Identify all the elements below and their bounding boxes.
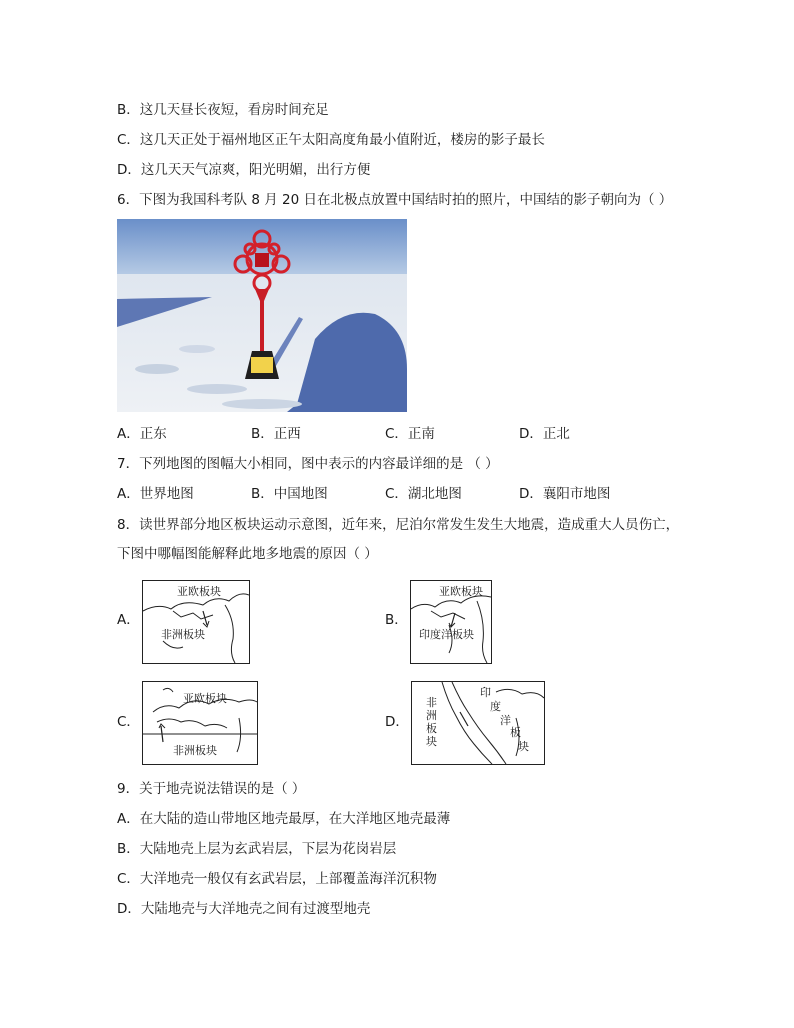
- q7-option-d: D．襄阳市地图: [519, 486, 611, 502]
- q9-option-c: C．大洋地壳一般仅有玄武岩层，上部覆盖海洋沉积物: [117, 871, 437, 887]
- map-d-char-2: 度: [490, 700, 501, 713]
- map-b-label-top: 亚欧板块: [439, 585, 483, 598]
- map-a-label-top: 亚欧板块: [177, 585, 221, 598]
- q9-option-b: B．大陆地壳上层为玄武岩层，下层为花岗岩层: [117, 841, 397, 857]
- q5-option-c: C．这几天正处于福州地区正午太阳高度角最小值附近，楼房的影子最长: [117, 132, 545, 148]
- q7-option-c: C．湖北地图: [385, 486, 462, 502]
- map-a: [142, 580, 250, 664]
- q9-option-a: A．在大陆的造山带地区地壳最厚，在大洋地区地壳最薄: [117, 811, 451, 827]
- q8-option-b-label: B．: [385, 612, 408, 628]
- map-d-char-5: 块: [518, 740, 529, 753]
- map-c-label-bottom: 非洲板块: [173, 744, 217, 757]
- north-pole-photo: [117, 219, 407, 412]
- q5-option-d: D．这几天天气凉爽，阳光明媚，出行方便: [117, 162, 371, 178]
- map-c-label-top: 亚欧板块: [183, 692, 227, 705]
- q7-stem: 7．下列地图的图幅大小相同，图中表示的内容最详细的是 （ ）: [117, 456, 499, 472]
- q6-option-a: A．正东: [117, 426, 167, 442]
- map-c: [142, 681, 258, 765]
- map-a-label-bottom: 非洲板块: [161, 628, 205, 641]
- map-d-label-right: [480, 686, 536, 758]
- q8-stem-line2: 下图中哪幅图能解释此地多地震的原因（ ）: [117, 546, 378, 562]
- q6-option-c: C．正南: [385, 426, 435, 442]
- q6-stem: 6．下图为我国科考队 8 月 20 日在北极点放置中国结时拍的照片，中国结的影子朝向为（ ）: [117, 192, 673, 208]
- q8-option-c-label: C．: [117, 714, 140, 730]
- q8-option-d-label: D．: [385, 714, 409, 730]
- q6-option-b: B．正西: [251, 426, 301, 442]
- q5-option-b: B．这几天昼长夜短，看房时间充足: [117, 102, 329, 118]
- map-d-char-3: 洋: [500, 714, 511, 727]
- q7-option-a: A．世界地图: [117, 486, 194, 502]
- map-d-char-4: 板: [510, 726, 521, 739]
- q8-option-a-label: A．: [117, 612, 140, 628]
- q7-option-b: B．中国地图: [251, 486, 328, 502]
- map-b-label-bottom: 印度洋板块: [419, 628, 474, 641]
- map-d-char-1: 印: [480, 686, 491, 699]
- map-d: [411, 681, 545, 765]
- q8-stem-line1: 8．读世界部分地区板块运动示意图，近年来，尼泊尔常发生发生大地震，造成重大人员伤亡，: [117, 517, 680, 533]
- q6-option-d: D．正北: [519, 426, 570, 442]
- q9-stem: 9．关于地壳说法错误的是（ ）: [117, 781, 306, 797]
- q9-option-d: D．大陆地壳与大洋地壳之间有过渡型地壳: [117, 901, 371, 917]
- map-b: [410, 580, 492, 664]
- map-d-label-left: 非洲板块: [426, 696, 437, 748]
